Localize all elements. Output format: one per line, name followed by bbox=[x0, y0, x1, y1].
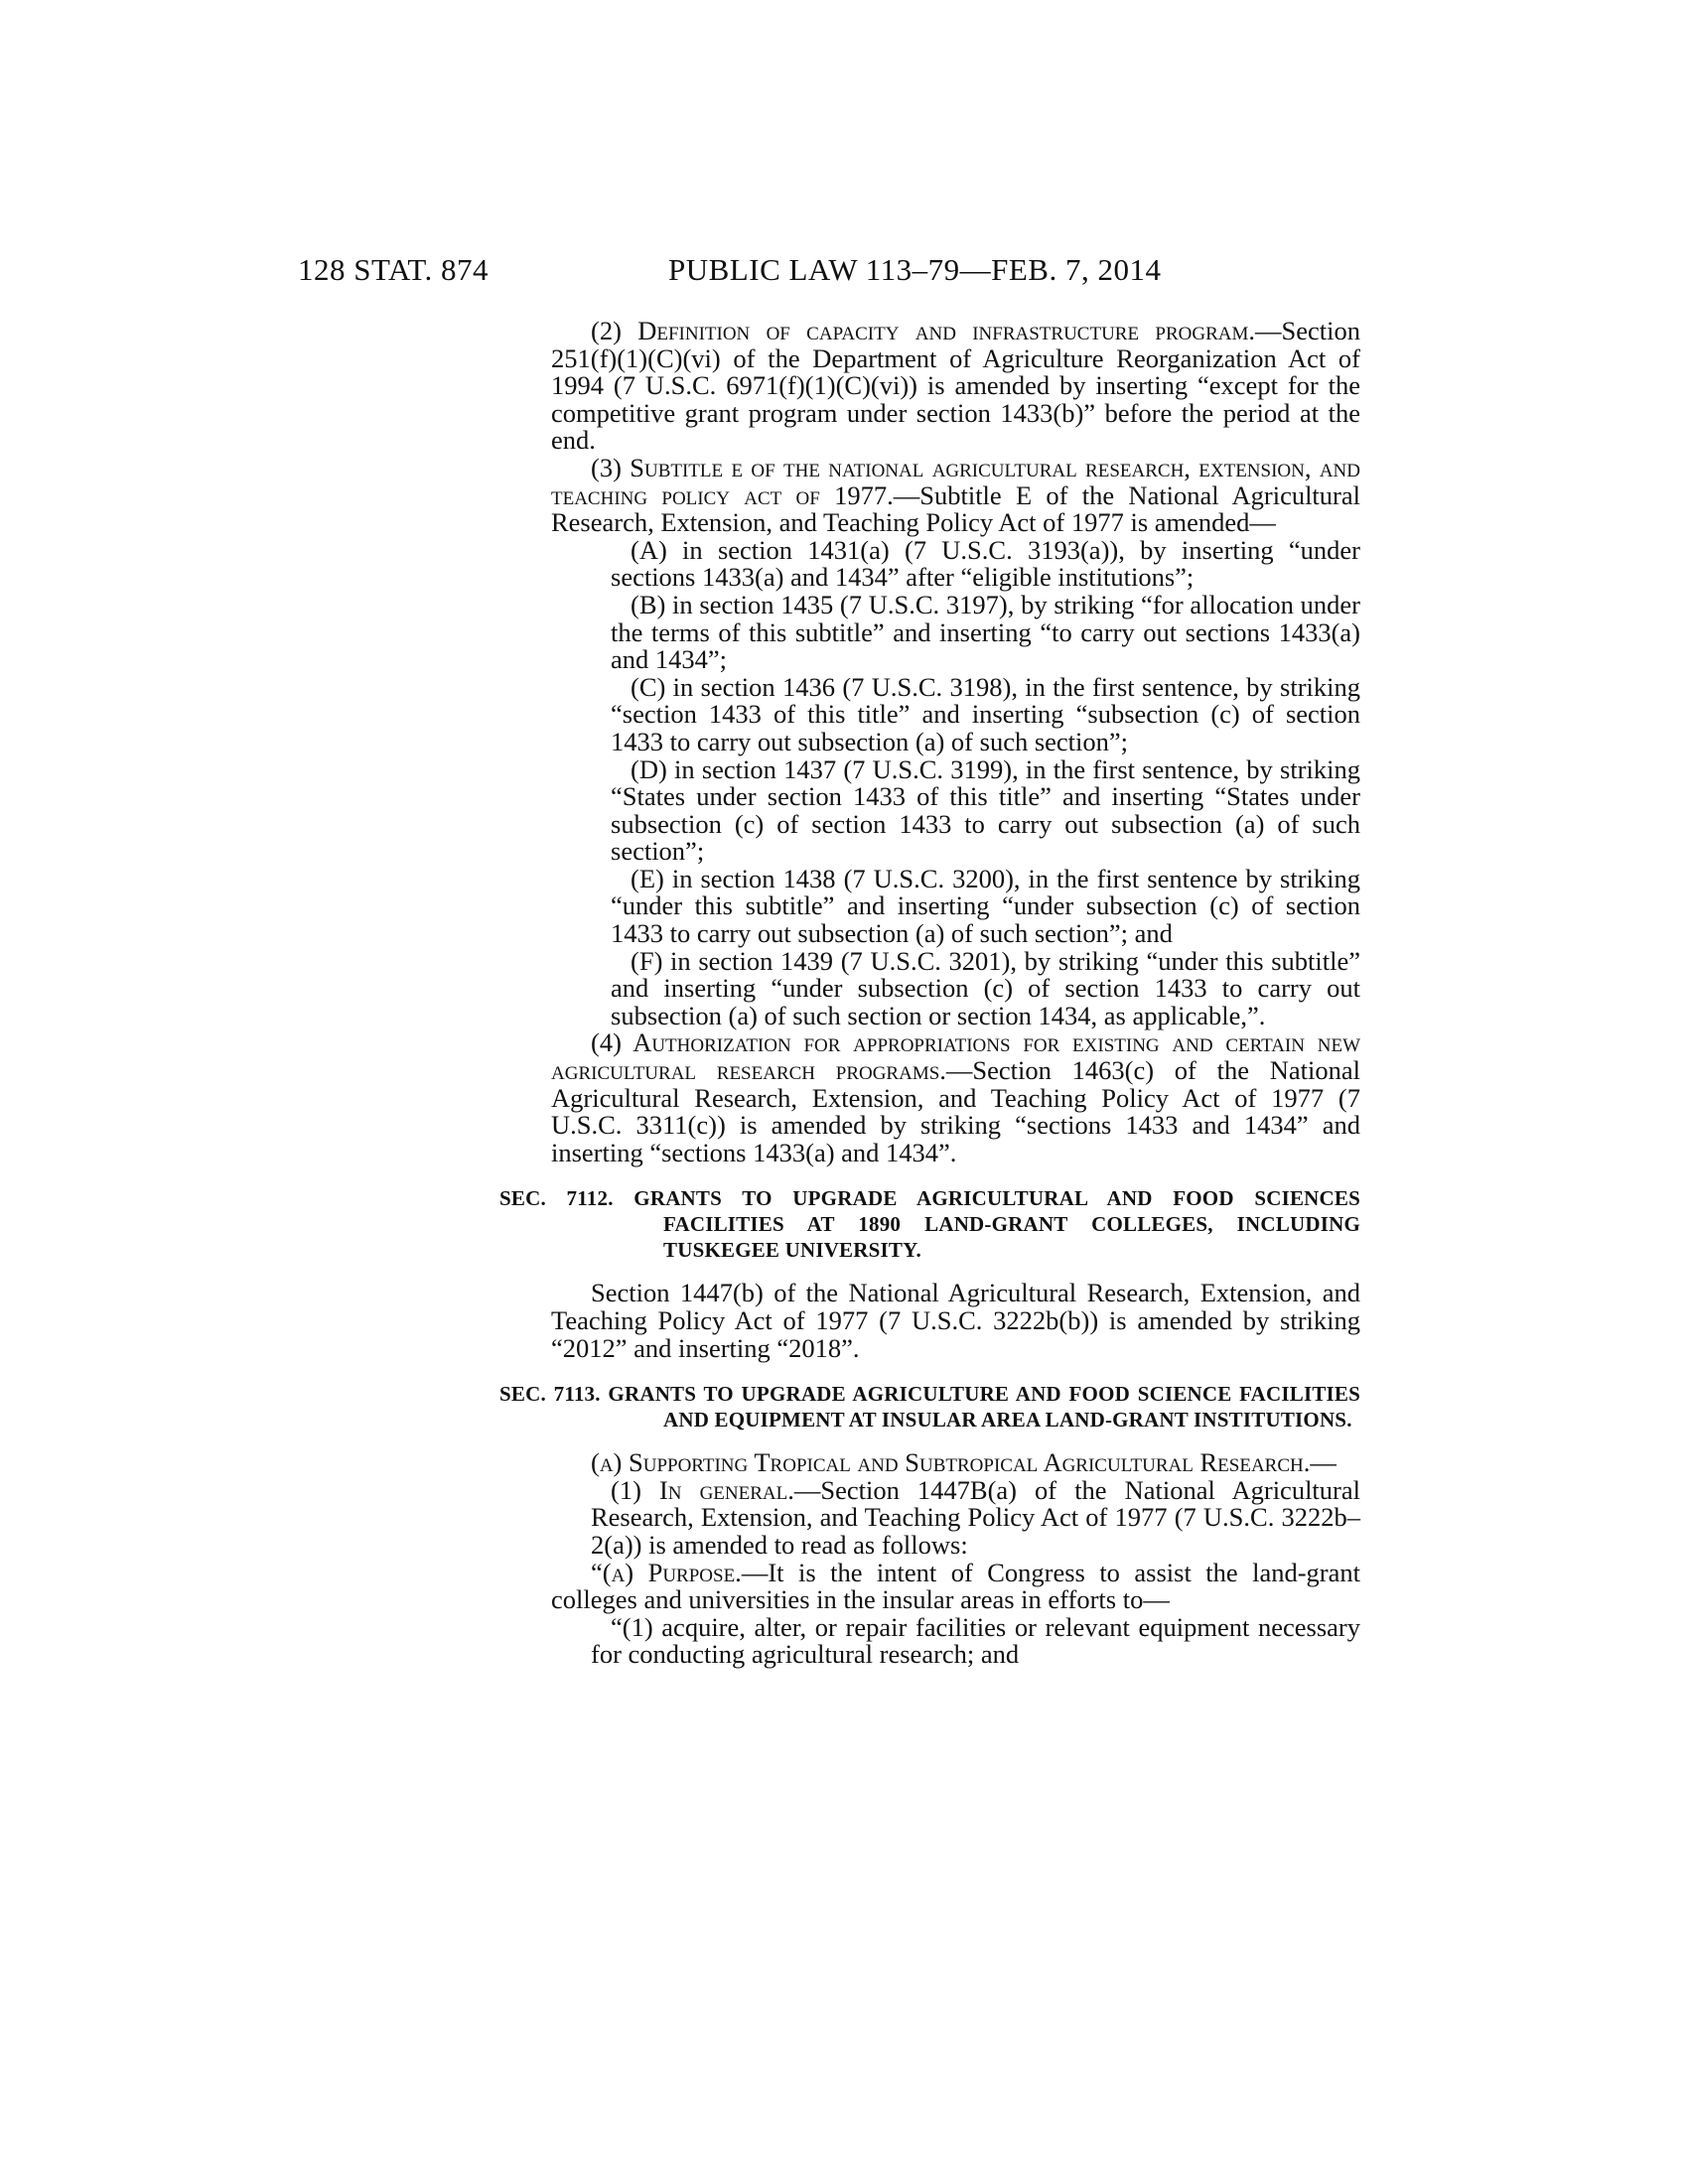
subsection-a-1-heading: (1) In general. bbox=[611, 1474, 794, 1505]
paragraph-3-heading: (3) Subtitle e of the national agricultural research, extension, and teaching policy act of 1977. bbox=[551, 452, 1360, 510]
subparagraph-e: (E) in section 1438 (7 U.S.C. 3200), in the first sentence by striking “under this subtitle” and inserting “under subsection (c) of section 1433 to carry out subsection (a) of such section”; and bbox=[611, 863, 1360, 949]
subparagraph-a: (A) in section 1431(a) (7 U.S.C. 3193(a)), by inserting “under sections 1433(a) and 1434” after “eligible institutions”; bbox=[611, 534, 1360, 593]
paragraph-2-text: —Section 251(f)(1)(C)(vi) of the Department of Agriculture Reorganization Act of 1994 (7 U.S.C. 6971(f)(1)(C)(vi)) is amended by inserting “except for the competitive grant program under section 1433(b)” before the period at the end. bbox=[551, 316, 1360, 456]
quoted-subsection-a-heading: “(a) Purpose. bbox=[591, 1557, 742, 1587]
paragraph-3-text: —Subtitle E of the National Agricultural Research, Extension, and Teaching Policy Act of 1977 is amended— bbox=[551, 479, 1360, 538]
section-7113-heading: SEC. 7113. GRANTS TO UPGRADE AGRICULTURE AND FOOD SCIENCE FACILITIES AND EQUIPMENT AT INSULAR AREA LAND-GRANT INSTITUTIONS. bbox=[499, 1382, 1360, 1433]
paragraph-2-heading: (2) Definition of capacity and infrastructure program. bbox=[591, 316, 1255, 345]
paragraph-4 bbox=[551, 1029, 1360, 1166]
paragraph-4-heading: (4) Authorization for appropriations for existing and certain new agricultural research programs. bbox=[551, 1027, 1360, 1086]
paragraph-2 bbox=[551, 318, 1360, 455]
statute-page-reference: 128 STAT. 874 bbox=[298, 252, 490, 287]
quoted-subsection-a-text: —It is the intent of Congress to assist the land-grant colleges and universities in the insular areas in efforts to— bbox=[551, 1557, 1360, 1615]
paragraph-4-text: —Section 1463(c) of the National Agricultural Research, Extension, and Teaching Policy Act of 1977 (7 U.S.C. 3311(c)) is amended by striking “sections 1433 and 1434” and inserting “sections 1433(a) and 1434”. bbox=[551, 1055, 1360, 1167]
subparagraph-d: (D) in section 1437 (7 U.S.C. 3199), in the first sentence, by striking “States under section 1433 of this title” and inserting “States under subsection (c) of section 1433 to carry out subsection (a) of such section”; bbox=[611, 753, 1360, 867]
paragraph-3 bbox=[551, 452, 1360, 538]
quoted-paragraph-1: “(1) acquire, alter, or repair facilities or relevant equipment necessary for conducting agricultural research; and bbox=[591, 1611, 1360, 1670]
public-law-header: PUBLIC LAW 113–79—FEB. 7, 2014 bbox=[668, 252, 1162, 287]
subparagraph-c: (C) in section 1436 (7 U.S.C. 3198), in the first sentence, by striking “section 1433 of this title” and inserting “subsection (c) of section 1433 to carry out subsection (a) of such section”; bbox=[611, 671, 1360, 756]
subsection-a-1 bbox=[551, 1474, 1360, 1560]
section-7112-text: Section 1447(b) of the National Agricultural Research, Extension, and Teaching Policy Act of 1977 (7 U.S.C. 3222b(b)) is amended by striking “2012” and inserting “2018”. bbox=[551, 1278, 1360, 1363]
subsection-a-1-text: —Section 1447B(a) of the National Agricultural Research, Extension, and Teaching Policy Act of 1977 (7 U.S.C. 3222b–2(a)) is amended to read as follows: bbox=[591, 1474, 1360, 1560]
subsection-a bbox=[551, 1449, 1360, 1477]
subsection-a-text: — bbox=[1310, 1447, 1336, 1478]
subparagraph-f: (F) in section 1439 (7 U.S.C. 3201), by striking “under this subtitle” and inserting “under subsection (c) of section 1433 to carry out subsection (a) of such section or section 1434, as applicable,”. bbox=[611, 945, 1360, 1030]
subparagraph-b: (B) in section 1435 (7 U.S.C. 3197), by striking “for allocation under the terms of this subtitle” and inserting “to carry out sections 1433(a) and 1434”; bbox=[611, 589, 1360, 675]
subsection-a-heading: (a) Supporting Tropical and Subtropical Agricultural Research. bbox=[591, 1447, 1311, 1478]
document-body bbox=[499, 316, 1360, 1670]
quoted-subsection-a bbox=[551, 1557, 1360, 1615]
section-7112-heading: SEC. 7112. GRANTS TO UPGRADE AGRICULTURAL AND FOOD SCIENCES FACILITIES AT 1890 LAND-GRANT COLLEGES, INCLUDING TUSKEGEE UNIVERSITY. bbox=[499, 1186, 1360, 1263]
